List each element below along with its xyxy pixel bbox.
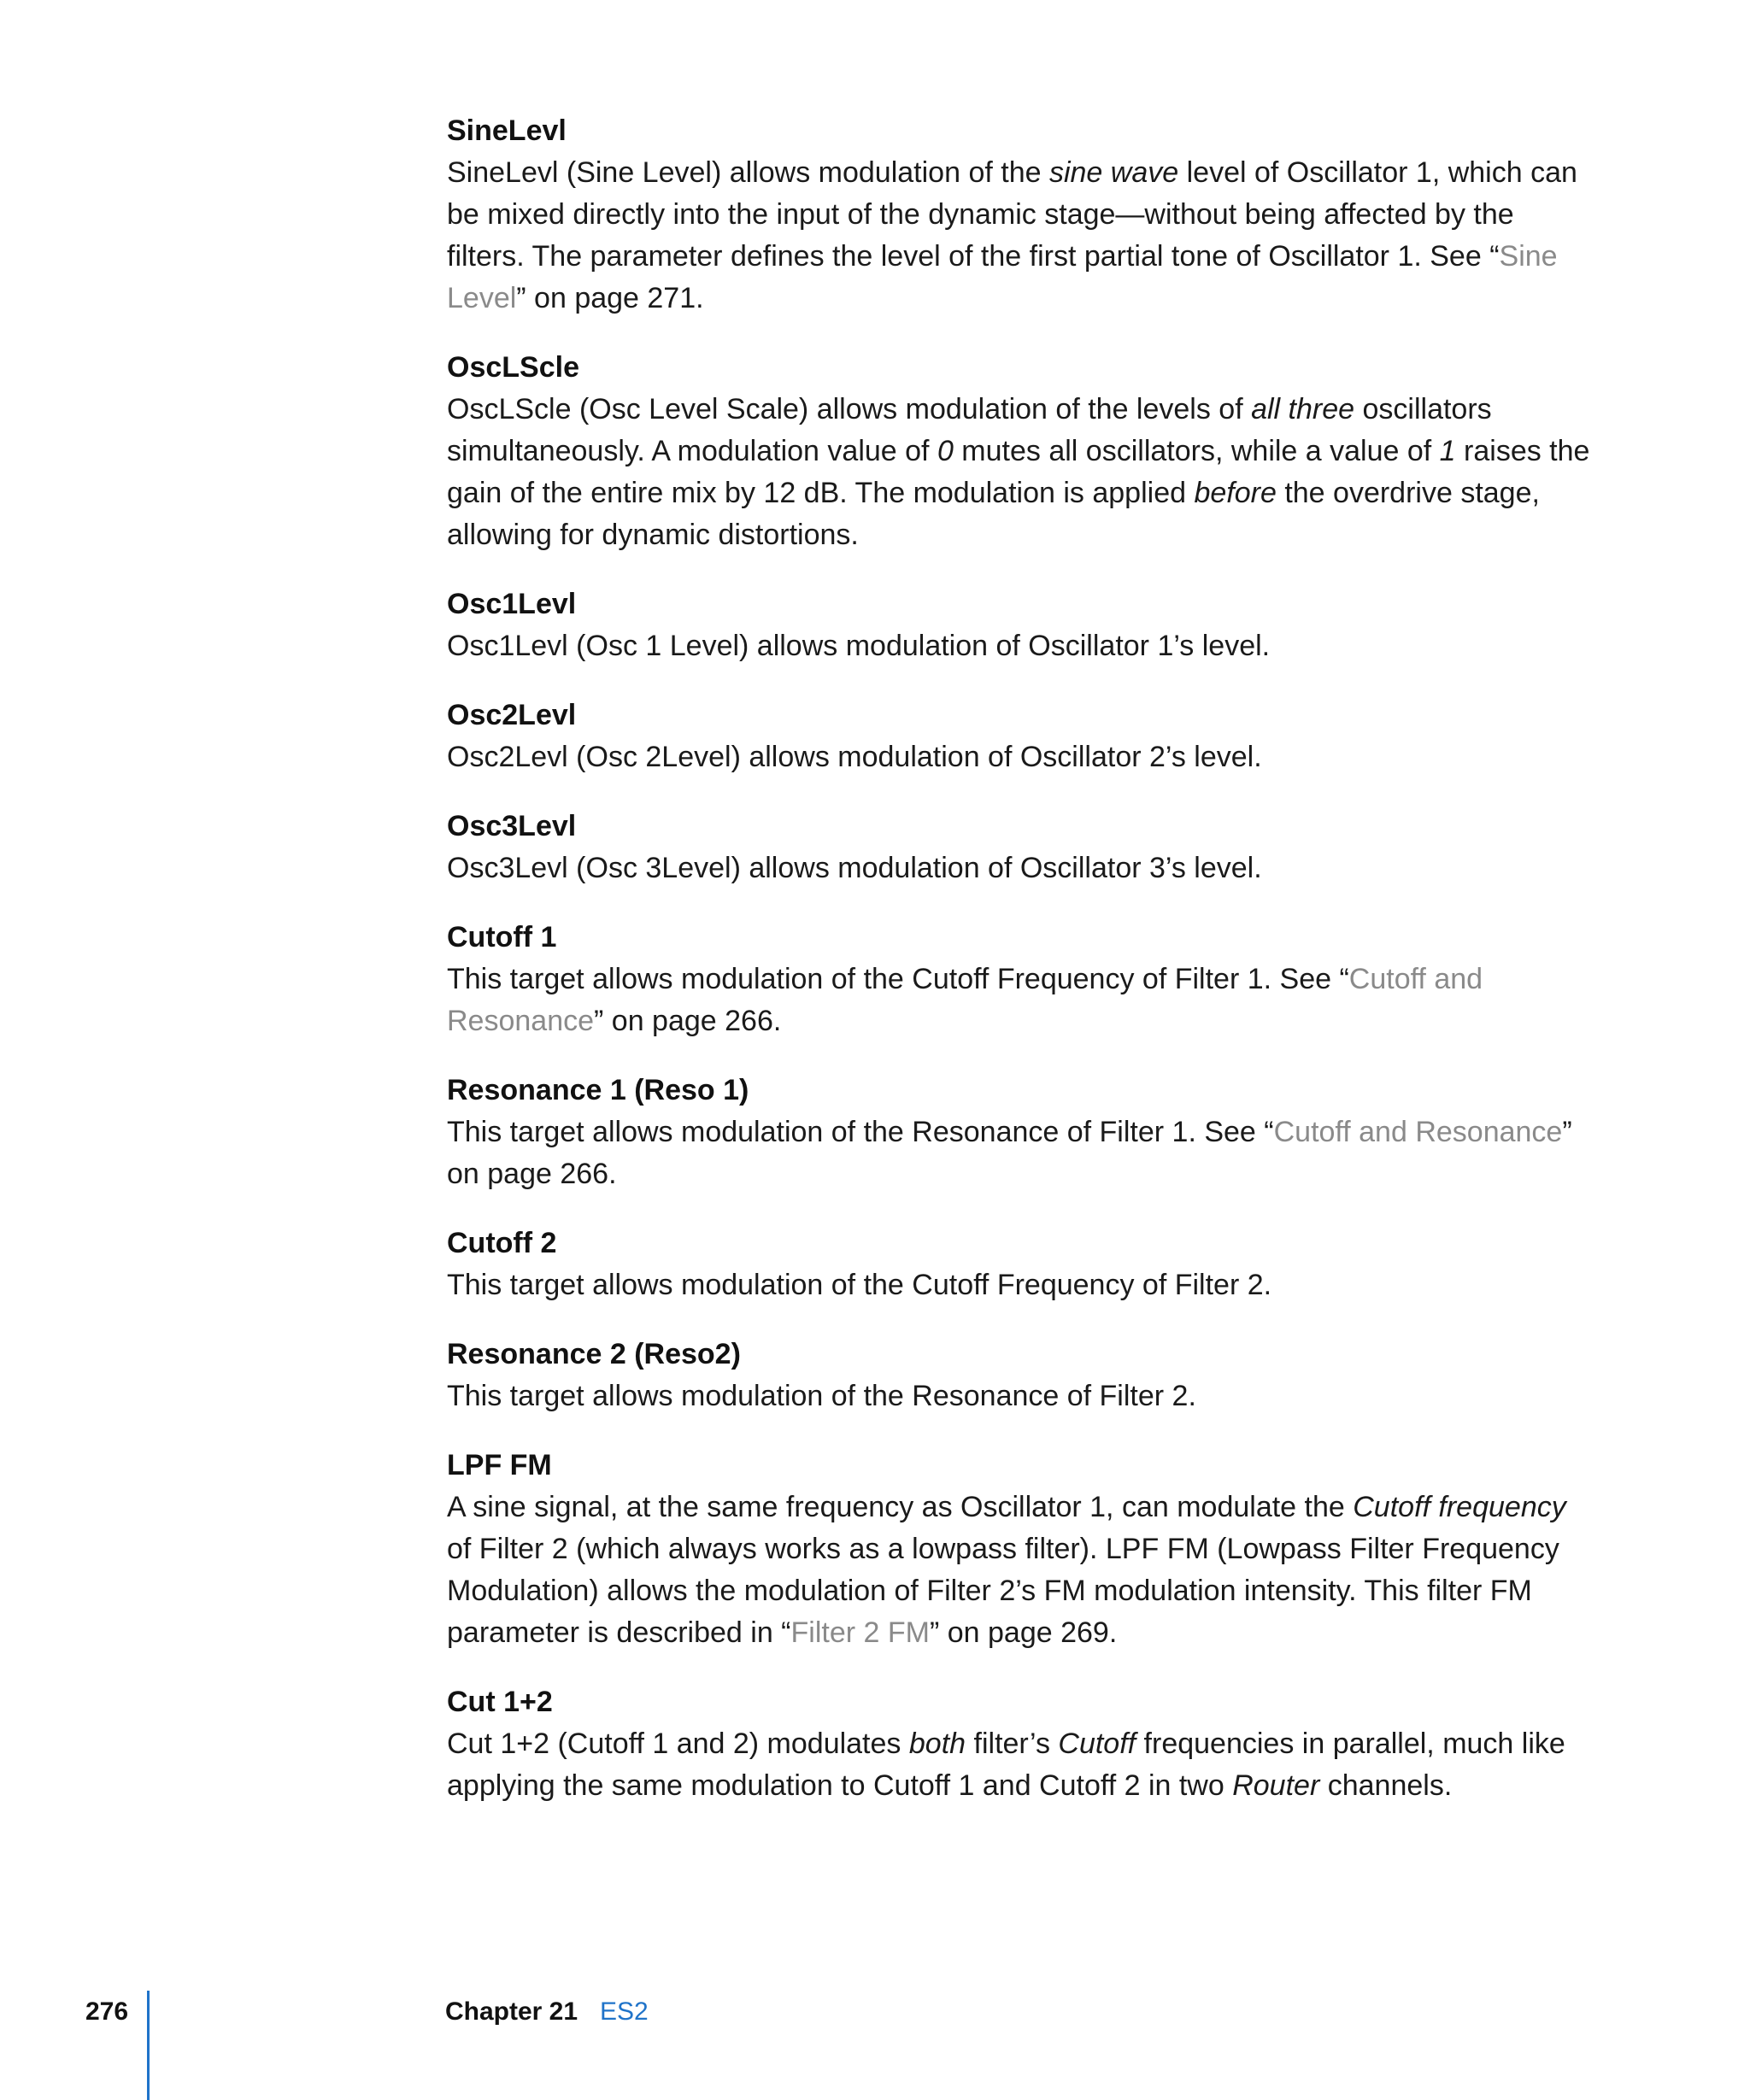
cross-reference-link[interactable]: Cutoff and Resonance [447,963,1483,1037]
emphasized-text: Router [1232,1769,1320,1802]
emphasized-text: 0 [937,435,954,467]
parameter-entry [447,694,1592,778]
document-body [447,109,1592,1833]
entry-description [447,625,1592,667]
body-text: This target allows modulation of the Resonance of Filter 2. [447,1380,1196,1412]
emphasized-text: both [908,1728,966,1760]
parameter-entry [447,1681,1592,1807]
body-text: A sine signal, at the same frequency as Oscillator 1, can modulate the [447,1491,1354,1523]
body-text: channels. [1319,1769,1453,1802]
entry-description [447,1487,1592,1654]
entry-title: Osc1Levl [447,588,577,620]
body-text: ” on page 266. [447,1116,1572,1190]
entry-description [447,152,1592,320]
body-text: level of Oscillator 1, which can be mixed directly into the input of the dynamic stage—without being affected by the filters. The parameter defines the level of the first partial tone of Oscillator 1. See “ [447,156,1577,273]
footer-divider [147,1991,150,2100]
entry-title: Cutoff 2 [447,1227,557,1259]
parameter-entry [447,1222,1592,1306]
parameter-entry [447,916,1592,1042]
entry-title: Osc3Levl [447,810,577,842]
emphasized-text: before [1194,477,1277,509]
entry-title: OscLScle [447,351,579,384]
emphasized-text: sine wave [1048,156,1179,189]
body-text: This target allows modulation of the Resonance of Filter 1. See “ [447,1116,1274,1148]
chapter-label: Chapter 21 [445,1997,578,2026]
body-text: oscillators simultaneously. A modulation value of [447,393,1492,467]
body-text: OscLScle (Osc Level Scale) allows modulation of the levels of [447,393,1252,425]
body-text: Osc1Levl (Osc 1 Level) allows modulation of Oscillator 1’s level. [447,630,1271,662]
parameter-list [447,109,1592,1807]
parameter-entry [447,1333,1592,1417]
parameter-entry [447,1069,1592,1195]
body-text: This target allows modulation of the Cutoff Frequency of Filter 2. [447,1269,1272,1301]
body-text: filter’s [966,1728,1059,1760]
body-text: mutes all oscillators, while a value of [953,435,1440,467]
body-text: Osc3Levl (Osc 3Level) allows modulation of Oscillator 3’s level. [447,852,1262,884]
body-text: SineLevl (Sine Level) allows modulation of the [447,156,1049,189]
body-text: the overdrive stage, allowing for dynamic distortions. [447,477,1540,551]
page-footer [0,1982,1750,2100]
emphasized-text: 1 [1439,435,1456,467]
body-text: frequencies in parallel, much like applying the same modulation to Cutoff 1 and Cutoff 2 in two [447,1728,1565,1802]
body-text: ” on page 271. [516,282,704,314]
parameter-entry [447,805,1592,889]
entry-description [447,848,1592,889]
body-text: This target allows modulation of the Cutoff Frequency of Filter 1. See “ [447,963,1349,995]
entry-description [447,736,1592,778]
body-text: ” on page 266. [594,1005,782,1037]
entry-description [447,959,1592,1042]
entry-title: Osc2Levl [447,699,577,731]
parameter-entry [447,109,1592,320]
entry-title: SineLevl [447,114,567,147]
cross-reference-link[interactable]: Sine Level [447,240,1558,314]
parameter-entry [447,346,1592,556]
chapter-name-link[interactable]: ES2 [600,1997,649,2026]
emphasized-text: Cutoff frequency [1353,1491,1566,1523]
entry-title: Cut 1+2 [447,1686,553,1718]
entry-description [447,389,1592,556]
cross-reference-link[interactable]: Cutoff and Resonance [1273,1116,1563,1148]
body-text: Cut 1+2 (Cutoff 1 and 2) modulates [447,1728,909,1760]
body-text: raises the gain of the entire mix by 12 dB. The modulation is applied [447,435,1590,509]
entry-title: Resonance 1 (Reso 1) [447,1074,749,1106]
page-number: 276 [85,1997,129,2026]
emphasized-text: all three [1251,393,1355,425]
parameter-entry [447,583,1592,667]
entry-description [447,1264,1592,1306]
entry-title: Resonance 2 (Reso2) [447,1338,741,1370]
entry-description [447,1723,1592,1807]
entry-description [447,1376,1592,1417]
body-text: of Filter 2 (which always works as a lowpass filter). LPF FM (Lowpass Filter Frequency Modulation) allows the modulation of Filter 2’s FM modulation intensity. This filter FM parameter is described in “ [447,1533,1559,1649]
parameter-entry [447,1444,1592,1654]
emphasized-text: Cutoff [1058,1728,1136,1760]
body-text: ” on page 269. [929,1616,1118,1649]
entry-title: Cutoff 1 [447,921,557,953]
cross-reference-link[interactable]: Filter 2 FM [790,1616,930,1649]
entry-title: LPF FM [447,1449,552,1481]
entry-description [447,1112,1592,1195]
body-text: Osc2Levl (Osc 2Level) allows modulation of Oscillator 2’s level. [447,741,1262,773]
